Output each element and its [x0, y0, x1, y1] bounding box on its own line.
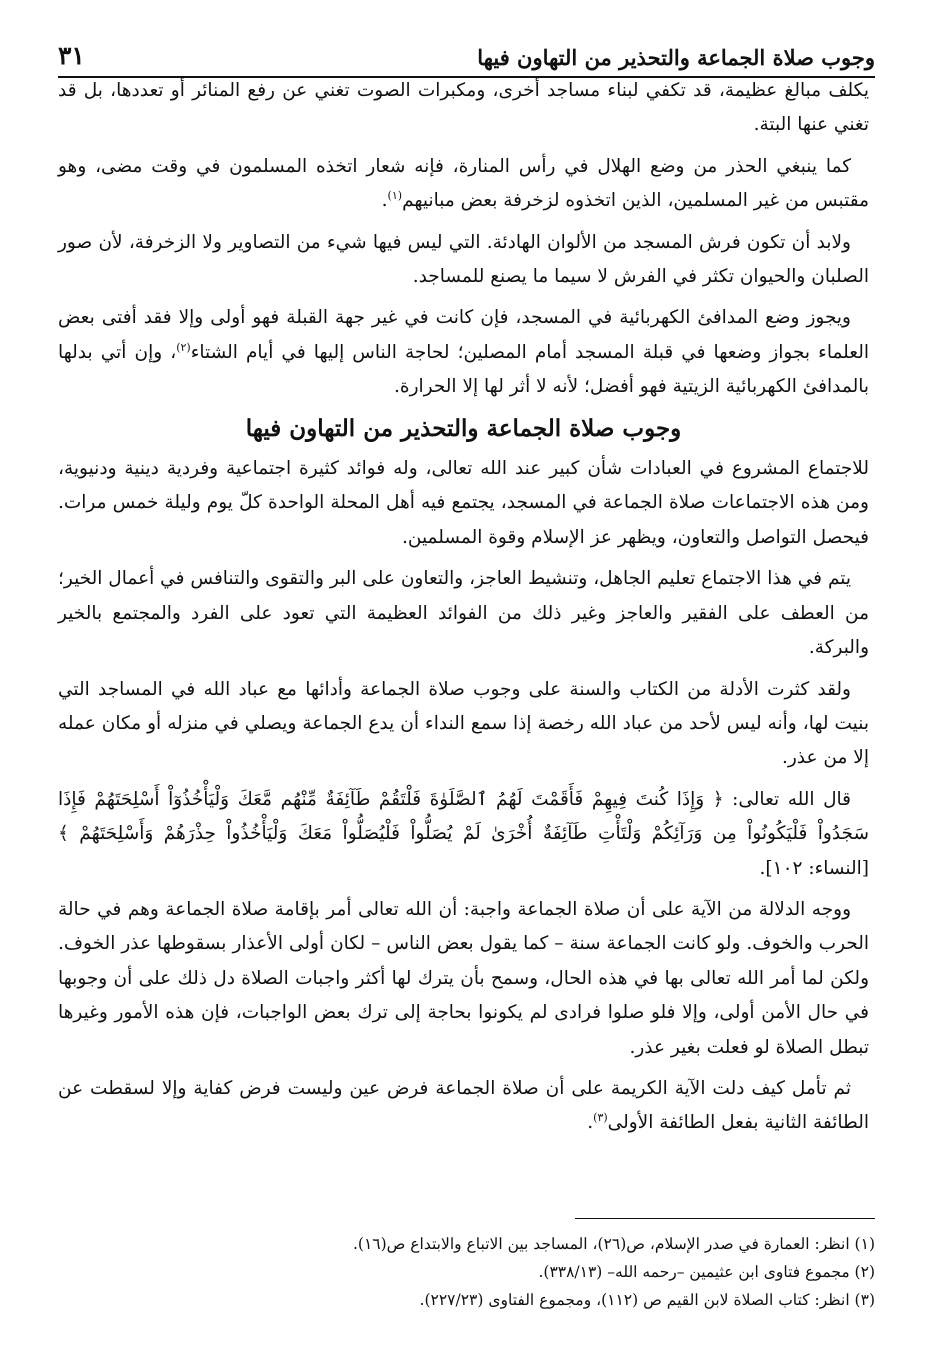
paragraph-2-end: .: [381, 190, 388, 212]
section-heading: وجوب صلاة الجماعة والتحذير من التهاون فيها: [245, 414, 682, 442]
quran-reference: [النساء: ١٠٢].: [759, 857, 869, 879]
footnote-ref-3[interactable]: (٣): [593, 1111, 608, 1125]
page-header: [58, 28, 875, 78]
paragraph-8: [58, 783, 869, 886]
paragraph-2: [58, 150, 869, 219]
paragraph-4-text-b: ، وإن أتي بدلها بالمدافئ الكهربائية الزيتية فهو أفضل؛ لأنه لا أثر لها إلا الحرارة.: [58, 341, 869, 398]
footnote-ref-2[interactable]: (٢): [176, 340, 191, 354]
paragraph-9: ووجه الدلالة من الآية على أن صلاة الجماعة واجبة: أن الله تعالى أمر بإقامة صلاة الجماعة وهم في حالة الحرب والخوف. ولو كانت الجماعة سنة – كما يقول بعض الناس – لكان أولى الأعذار بسقوطها عذر الخوف. ولكن لما أمر الله تعالى بها في هذه الحال، وسمح بأن يترك لها أكثر واجبات الصلاة دل ذلك على أن وجوبها في حال الأمن أولى، وإلا فلو صلوا فرادى لم يكونوا بحاجة إلى ترك بعض الواجبات، فإن هذه الأمور وغيرها تبطل الصلاة لو فعلت بغير عذر.: [58, 898, 869, 1058]
footnote-3: (٣) انظر: كتاب الصلاة لابن القيم ص (١١٢)، ومجموع الفتاوى (٢٢٧/٢٣).: [419, 1291, 875, 1309]
paragraph-7: ولقد كثرت الأدلة من الكتاب والسنة على وجوب صلاة الجماعة وأدائها مع عباد الله في المساجد التي بنيت لها، وأنه ليس لأحد من عباد الله رخصة إذا سمع النداء أن يدع الجماعة ويصلي في منزله أو مكان عمله إلا من عذر.: [58, 678, 869, 769]
paragraph-4-text-a: ويجوز وضع المدافئ الكهربائية في المسجد، فإن كانت في غير جهة القبلة فهو أولى وإلا فقد أفتى بعض العلماء بجواز وضعها في قبلة المسجد أمام المصلين؛ لحاجة الناس إليها في أيام الشتاء: [58, 307, 869, 363]
body-text: [58, 74, 869, 1148]
paragraph-3: ولابد أن تكون فرش المسجد من الألوان الهادئة. التي ليس فيها شيء من التصاوير ولا الزخرفة، لأن صور الصلبان والحيوان تكثر في الفرش لا سيما ما يصنع للمساجد.: [58, 231, 869, 288]
footnote-ref-1[interactable]: (١): [387, 189, 403, 203]
paragraph-10: [58, 1072, 869, 1141]
footnote-2: (٢) مجموع فتاوى ابن عثيمين –رحمه الله– (٣٣٨/١٣).: [538, 1263, 875, 1281]
paragraph-10-text: ثم تأمل كيف دلت الآية الكريمة على أن صلاة الجماعة فرض عين وليست فرض كفاية وإلا لسقطت عن الطائفة الثانية بفعل الطائفة الأولى: [58, 1077, 869, 1134]
paragraph-10-end: .: [587, 1112, 594, 1134]
paragraph-5: للاجتماع المشروع في العبادات شأن كبير عند الله تعالى، وله فوائد كثيرة اجتماعية وفردية دينية ودنيوية، ومن هذه الاجتماعات صلاة الجماعة في المسجد، يجتمع فيه أهل المحلة الواحدة كلّ يوم وليلة خمس مرات. فيحصل التواصل والتعاون، ويظهر عز الإسلام وقوة المسلمين.: [58, 458, 869, 548]
running-title: وجوب صلاة الجماعة والتحذير من التهاون فيها: [477, 45, 875, 70]
paragraph-2-text: كما ينبغي الحذر من وضع الهلال في رأس المنارة، فإنه شعار اتخذه المسلمون في وقت مضى، وهو مقتبس من غير المسلمين، الذين اتخذوه لزخرفة بعض مبانيهم: [58, 155, 869, 212]
footnote-divider: [575, 1218, 875, 1219]
quran-intro: قال الله تعالى:: [723, 788, 851, 810]
page-number: ٣١: [58, 41, 85, 70]
paragraph-1: يكلف مبالغ عظيمة، قد تكفي لبناء مساجد أخرى، ومكبرات الصوت تغني عن رفع المنائر أو تعددها، بل قد تغني عنها البتة.: [58, 80, 869, 136]
footnotes: [58, 1230, 875, 1314]
paragraph-4: [58, 301, 869, 404]
quran-verse: ﴿ وَإِذَا كُنتَ فِيهِمْ فَأَقَمْتَ لَهُمُ ٱلصَّلَوٰةَ فَلْتَقُمْ طَآئِفَةٌ مِّنْهُم مَّعَكَ وَلْيَأْخُذُوٓاْ أَسْلِحَتَهُمْ فَإِذَا سَجَدُواْ فَلْيَكُونُواْ مِن وَرَآئِكُمْ وَلْتَأْتِ طَآئِفَةٌ أُخْرَىٰ لَمْ يُصَلُّواْ فَلْيُصَلُّواْ مَعَكَ وَلْيَأْخُذُواْ حِذْرَهُمْ وَأَسْلِحَتَهُمْ ﴾: [58, 788, 869, 845]
paragraph-6: يتم في هذا الاجتماع تعليم الجاهل، وتنشيط العاجز، والتعاون على البر والتقوى والتنافس في أعمال الخير؛ من العطف على الفقير والعاجز وغير ذلك من الفوائد العظيمة التي تعود على الفرد والمجتمع بالخير والبركة.: [58, 568, 869, 659]
footnote-1: (١) انظر: العمارة في صدر الإسلام، ص(٢٦)، المساجد بين الاتباع والابتداع ص(١٦).: [352, 1235, 875, 1253]
